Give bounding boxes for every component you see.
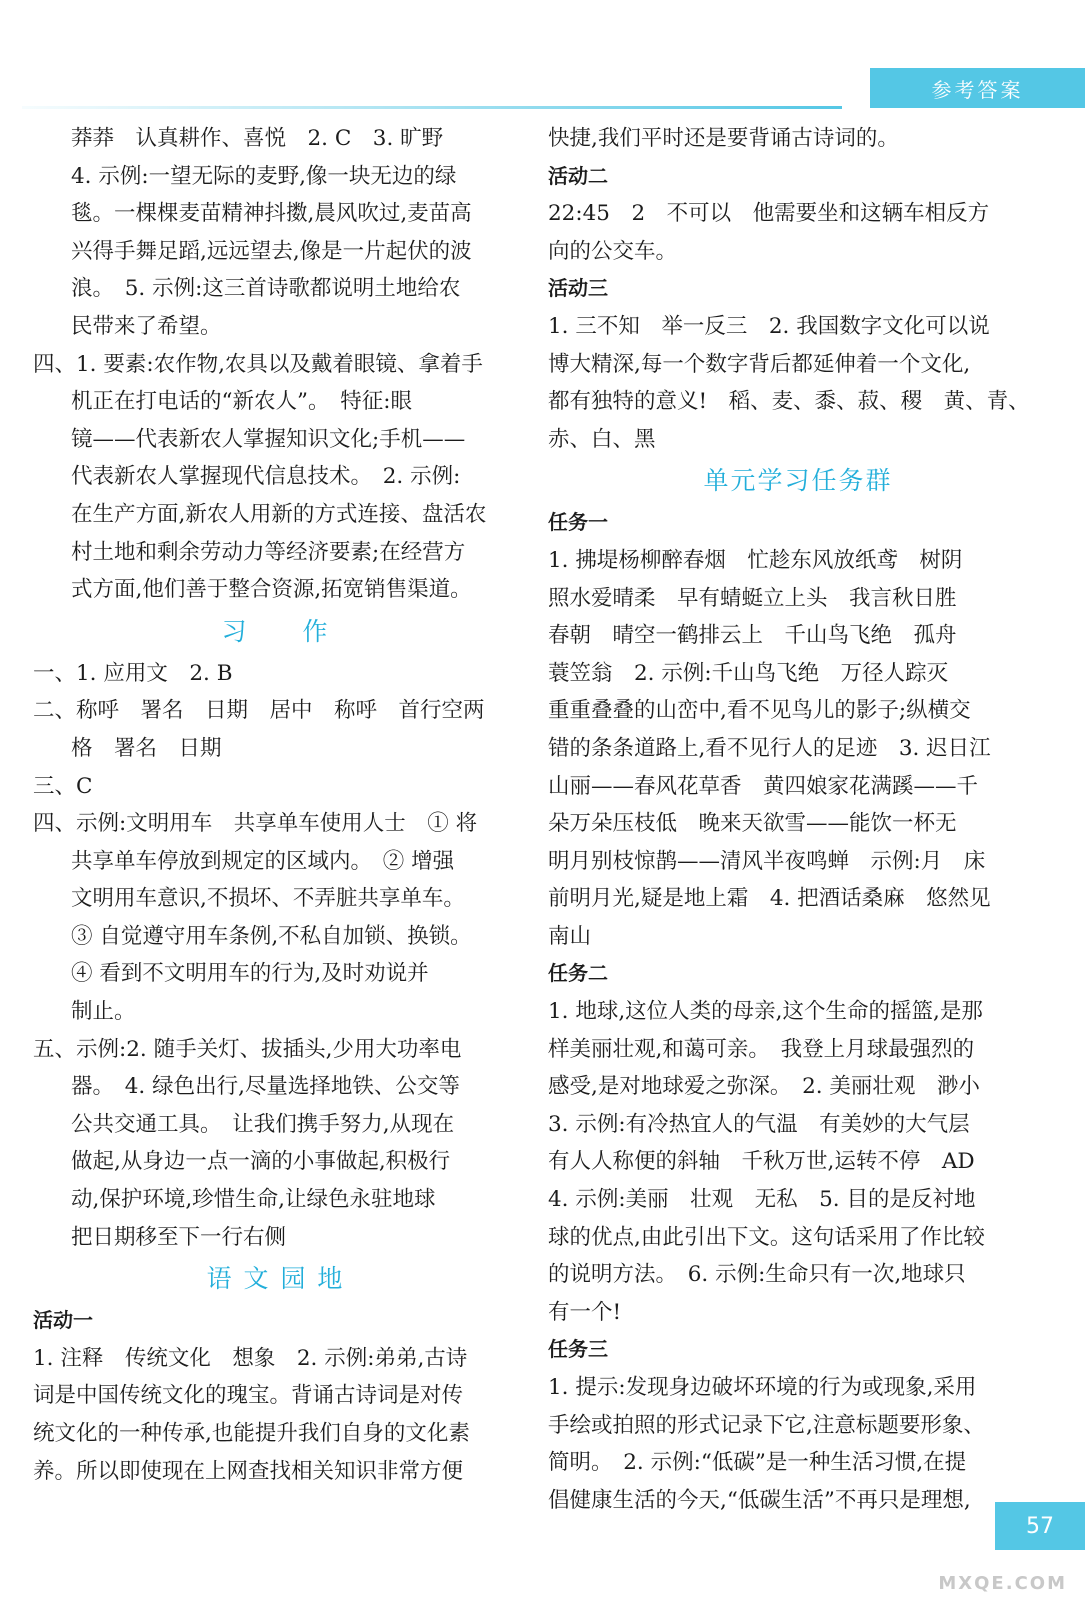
text-line: 四、示例:文明用车 共享单车使用人士 ① 将: [33, 811, 478, 837]
text-line: 快捷,我们平时还是要背诵古诗词的。: [548, 126, 899, 151]
text-line: 莽莽 认真耕作、喜悦 2. C 3. 旷野: [71, 126, 444, 151]
text-line: 赤、白、黑: [548, 426, 656, 452]
text-line: 镜——代表新农人掌握知识文化;手机——: [71, 426, 466, 452]
text-line: 有一个!: [548, 1299, 622, 1325]
text-line: 养。所以即使现在上网查找相关知识非常方便: [33, 1458, 464, 1484]
text-line: 五、示例:2. 随手关灯、拔插头,少用大功率电: [33, 1036, 462, 1062]
text-line: 前明月光,疑是地上霜 4. 把酒话桑麻 悠然见: [548, 886, 991, 912]
block-b: [33, 383, 518, 609]
text-line: 感受,是对地球爱之弥深。 2. 美丽壮观 渺小: [548, 1074, 980, 1100]
text-line: 共享单车停放到规定的区域内。 ② 增强: [71, 848, 455, 874]
text-line: 四、1. 要素:农作物,农具以及戴着眼镜、拿着手: [33, 351, 483, 377]
text-line: 都有独特的意义! 稻、麦、黍、菽、稷 黄、青、: [548, 389, 1030, 415]
text-line: 做起,从身边一点一滴的小事做起,积极行: [71, 1149, 451, 1175]
text-line: 朵万朵压枝低 晚来天欲雪——能饮一杯无: [548, 811, 957, 837]
text-line: 村土地和剩余劳动力等经济要素;在经营方: [71, 539, 466, 565]
text-line: 把日期移至下一行右侧: [71, 1224, 287, 1250]
text-line: 1. 三不知 举一反三 2. 我国数字文化可以说: [548, 313, 990, 339]
text-line: 兴得手舞足蹈,远远望去,像是一片起伏的波: [71, 238, 472, 264]
text-line: 简明。 2. 示例:“低碳”是一种生活习惯,在提: [548, 1450, 967, 1476]
text-line: 倡健康生活的今天,“低碳生活”不再只是理想,: [548, 1487, 971, 1513]
text-line: 二、称呼 署名 日期 居中 称呼 首行空两: [33, 698, 485, 724]
text-line: 球的优点,由此引出下文。这句话采用了作比较: [548, 1224, 985, 1250]
text-line: 在生产方面,新农人用新的方式连接、盘活农: [71, 501, 487, 527]
text-line: 山丽——春风花草香 黄四娘家花满蹊——千: [548, 773, 979, 799]
subheading-activity-2: 活动二: [548, 163, 608, 188]
block-a: [33, 120, 518, 346]
answer-key-tab: 参考答案: [870, 68, 1085, 108]
text-line: 动,保护环境,珍惜生命,让绿色永驻地球: [71, 1187, 436, 1213]
text-line: 公共交通工具。 让我们携手努力,从现在: [71, 1111, 455, 1137]
text-line: 春朝 晴空一鹤排云上 千山鸟飞绝 孤舟: [548, 623, 957, 649]
text-line: 民带来了希望。: [71, 313, 222, 339]
text-line: 错的条条道路上,看不见行人的足迹 3. 迟日江: [548, 735, 991, 761]
text-line: 毯。一棵棵麦苗精神抖擞,晨风吹过,麦苗高: [71, 201, 472, 227]
text-line: 制止。: [71, 999, 136, 1025]
right-column: [548, 120, 1048, 1519]
text-line: 文明用车意识,不损坏、不弄脏共享单车。: [71, 886, 465, 912]
text-line: 南山: [548, 923, 592, 949]
text-line: 明月别枝惊鹊——清风半夜鸣蝉 示例:月 床: [548, 848, 986, 874]
block-d-indent: [33, 843, 518, 1031]
text-line: 4. 示例:美丽 壮观 无私 5. 目的是反衬地: [548, 1187, 976, 1213]
text-line: 4. 示例:一望无际的麦野,像一块无边的绿: [71, 163, 457, 189]
text-line: 向的公交车。: [548, 238, 678, 264]
text-line: 器。 4. 绿色出行,尽量选择地铁、公交等: [71, 1074, 460, 1100]
text-line: 样美丽壮观,和蔼可亲。 我登上月球最强烈的: [548, 1036, 975, 1062]
text-line: 3. 示例:有冷热宜人的气温 有美妙的大气层: [548, 1111, 970, 1137]
text-line: ③ 自觉遵守用车条例,不私自加锁、换锁。: [71, 923, 472, 949]
block-e-indent: [33, 1068, 518, 1256]
text-line: 统文化的一种传承,也能提升我们自身的文化素: [33, 1421, 470, 1446]
text-line: 照水爱晴柔 早有蜻蜓立上头 我言秋日胜: [548, 585, 957, 611]
text-line: 词是中国传统文化的瑰宝。背诵古诗词是对传: [33, 1383, 464, 1409]
section-title-task-group: 单元学习任务群: [703, 466, 893, 496]
text-line: 博大精深,每一个数字背后都延伸着一个文化,: [548, 351, 971, 377]
text-line: 式方面,他们善于整合资源,拓宽销售渠道。: [71, 577, 472, 603]
text-line: 22:45 2 不可以 他需要坐和这辆车相反方: [548, 201, 990, 227]
watermark-logo: MXQE.COM: [938, 1573, 1067, 1594]
text-line: 1. 拂堤杨柳醉春烟 忙趁东风放纸鸢 树阴: [548, 547, 963, 573]
header-rule: [22, 106, 842, 109]
text-line: 三、C: [33, 773, 93, 799]
page-number: 57: [995, 1502, 1085, 1550]
subheading-task-2: 任务二: [548, 961, 608, 986]
text-line: 一、1. 应用文 2. B: [33, 660, 233, 686]
text-line: 有人人称便的斜轴 千秋万世,运转不停 AD: [548, 1149, 975, 1175]
text-line: 1. 地球,这位人类的母亲,这个生命的摇篮,是那: [548, 999, 983, 1025]
text-line: 1. 注释 传统文化 想象 2. 示例:弟弟,古诗: [33, 1345, 468, 1371]
section-title-xizuo: 习 作: [221, 616, 330, 646]
subheading-task-3: 任务三: [548, 1337, 608, 1362]
left-column: [33, 120, 518, 1490]
subheading-activity-3: 活动三: [548, 276, 608, 301]
text-line: ④ 看到不文明用车的行为,及时劝说并: [71, 961, 429, 987]
text-line: 的说明方法。 6. 示例:生命只有一次,地球只: [548, 1262, 966, 1288]
text-line: 手绘或拍照的形式记录下它,注意标题要形象、: [548, 1412, 985, 1438]
section-title-yuwen-yuandi: 语 文 园 地: [206, 1264, 345, 1294]
text-line: 蓑笠翁 2. 示例:千山鸟飞绝 万径人踪灭: [548, 660, 949, 686]
text-line: 代表新农人掌握现代信息技术。 2. 示例:: [71, 464, 461, 490]
subheading-task-1: 任务一: [548, 510, 608, 535]
text-line: 机正在打电话的“新农人”。 特征:眼: [71, 389, 412, 415]
text-line: 格 署名 日期: [71, 735, 222, 761]
text-line: 浪。 5. 示例:这三首诗歌都说明土地给农: [71, 276, 461, 302]
text-line: 1. 提示:发现身边破坏环境的行为或现象,采用: [548, 1375, 977, 1400]
subheading-activity-1: 活动一: [33, 1308, 93, 1333]
text-line: 重重叠叠的山峦中,看不见鸟儿的影子;纵横交: [548, 698, 971, 724]
